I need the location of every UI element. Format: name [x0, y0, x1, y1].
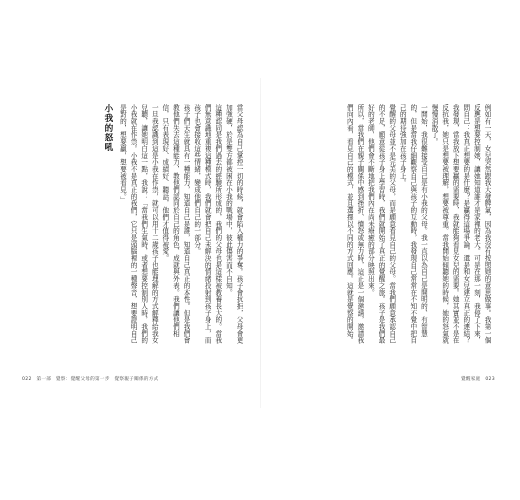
paragraph: 所以，當我們在親子關係中感到挫折、憤怒或無力時，這正是一個邀請，邀請我們向內看，看見自己的模式，並且選擇以不同的方式回應。這就是覺察的開始。: [345, 104, 364, 344]
section-title: 小我的怒吼: [102, 104, 113, 152]
paragraph: 這種認同是我們過去的經驗所形成的，我們的父母也是這樣被教養長大的。當我們無意識地重複這種模式時，我們就會把自己未解決的情緒投射到孩子身上，而孩子也會接收這些情緒，變成他們自己的一部分。: [192, 104, 222, 344]
book-spread: [18, 78, 502, 408]
page-number: 023: [485, 377, 495, 382]
paragraph: 例如有一天，女兒突然跟我大發脾氣，因為我沒有按照她的意思做事。我第一個反應是想要控制她，讓她知道誰才是家裡的老大。可是在那一刻，我停了下來，問自己：我真正想要的是什麼？是贏得這場爭論，還是和女兒建立真正的連結？: [461, 104, 491, 344]
left-page: [18, 78, 254, 408]
running-head-chapter: 覺察：覺醒父母的第一步: [55, 377, 110, 382]
left-folio: [22, 376, 162, 382]
paragraph: 我發現，當我放下想要贏的需要時，我就能夠看見女兒的需要。她其實並不是在反抗我，她只是想要被理解，想要被尊重。當我開始傾聽她的時候，她的怒氣就慢慢消散了。: [430, 104, 460, 344]
paragraph: 覺醒的父母並不是完美的父母，而是願意看見自己的父母。當我們願意承認自己的不足，願意從孩子身上學習時，我們就開始了真正的覺醒之旅。孩子是我們最好的老師，他們會不斷地把我們內在尚未療癒的部分映照出來。: [366, 104, 396, 344]
running-head-part: 第一部: [36, 377, 52, 382]
page-number: 022: [22, 377, 32, 382]
right-page: [266, 78, 502, 408]
right-page-text: [276, 104, 492, 344]
paragraph: 當父母認為自己掌控一切的時候，就會陷入權力的爭奪。孩子會抗拒，父母會更加強硬，於是雙方都被困在小我的戰場中，彼此傷害而不自知。: [224, 104, 243, 344]
right-folio: [461, 376, 498, 382]
running-head-section: 覺察親子關係的方式: [114, 377, 159, 382]
left-page-text: [26, 104, 244, 344]
running-head-title: 覺醒家庭: [460, 377, 481, 382]
paragraph: 一開始，我很難接受自己是有小我的父母。我一直以為自己是開明的、有智慧的，但是當我仔細觀察自己與孩子的互動時，我發現自己常常在不知不覺中把自己的期待強加在孩子身上。: [398, 104, 428, 344]
book-gutter: [260, 78, 261, 408]
paragraph: 一旦我認識到這是小我在作祟，就可以用十二歲孩子也能理解的方式解釋給我女兒聽，讓她明白這一點，我說：「當我們生氣時，或者想要控制別人時，我們的小我就在作祟。小我不是真正的我們，它只是頭腦裡的一種聲音，想要證明自己是對的，想要贏，想要被看見。」: [118, 104, 159, 344]
paragraph: 孩子們天生就具有一種能力，知道自己是誰，知道自己真正的本性。但是我們會教他們失去這種能力，教他們認同於自己的角色、成就與外表。我們讓他們相信，只有表現好、成績好、聽話，他們才值得被愛。: [160, 104, 191, 344]
